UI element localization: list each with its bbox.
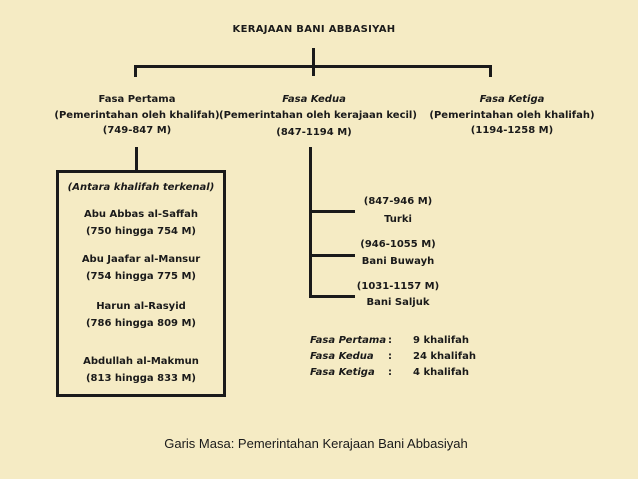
phase-bracket-left-drop: [134, 65, 137, 77]
dynasty-1-name: Turki: [384, 214, 412, 225]
phase-3-years: (1194-1258 M): [470, 125, 554, 136]
caliph-3-period: (786 hingga 809 M): [85, 318, 196, 329]
summary-1-sep: :: [388, 335, 392, 346]
phase-bracket-right-drop: [489, 65, 492, 77]
summary-1-count: 9 khalifah: [413, 335, 470, 346]
dynasty-2-years: (946-1055 M): [360, 239, 436, 250]
phase-2-timeline: [309, 147, 312, 297]
summary-1-phase: Fasa Pertama: [310, 335, 387, 346]
caliph-3-name: Harun al-Rasyid: [96, 301, 186, 312]
summary-2-count: 24 khalifah: [413, 351, 476, 362]
caliph-1-period: (750 hingga 754 M): [85, 226, 196, 237]
summary-2-sep: :: [388, 351, 392, 362]
summary-3-sep: :: [388, 367, 392, 378]
title-connector: [312, 48, 315, 76]
phase-bracket-horizontal: [134, 65, 492, 68]
summary-3-phase: Fasa Ketiga: [310, 367, 375, 378]
phase-2-desc: (Pemerintahan oleh kerajaan kecil): [219, 110, 417, 121]
phase-1-name: Fasa Pertama: [98, 94, 176, 105]
dynasty-2-branch: [309, 254, 355, 257]
dynasty-3-name: Bani Saljuk: [366, 297, 430, 308]
phase-1-years: (749-847 M): [102, 125, 172, 136]
dynasty-2-name: Bani Buwayh: [361, 256, 435, 267]
dynasty-1-years: (847-946 M): [363, 196, 433, 207]
dynasty-3-branch: [309, 295, 355, 298]
caliph-2-period: (754 hingga 775 M): [85, 271, 196, 282]
phase-1-connector: [135, 147, 138, 171]
phase-2-name: Fasa Kedua: [282, 94, 346, 105]
phase-2-years: (847-1194 M): [276, 127, 352, 138]
dynasty-3-years: (1031-1157 M): [356, 281, 440, 292]
figure-caption: Garis Masa: Pemerintahan Kerajaan Bani Abbasiyah: [164, 436, 468, 451]
caliph-4-period: (813 hingga 833 M): [85, 373, 196, 384]
diagram-title: KERAJAAN BANI ABBASIYAH: [232, 24, 396, 35]
phase-3-desc: (Pemerintahan oleh khalifah): [429, 110, 595, 121]
summary-3-count: 4 khalifah: [413, 367, 470, 378]
caliph-1-name: Abu Abbas al-Saffah: [84, 209, 198, 220]
phase-1-desc: (Pemerintahan oleh khalifah): [54, 110, 220, 121]
caliph-4-name: Abdullah al-Makmun: [83, 356, 199, 367]
summary-2-phase: Fasa Kedua: [310, 351, 374, 362]
phase-3-name: Fasa Ketiga: [479, 94, 545, 105]
dynasty-1-branch: [309, 210, 355, 213]
caliph-2-name: Abu Jaafar al-Mansur: [81, 254, 201, 265]
caliphs-box-heading: (Antara khalifah terkenal): [67, 182, 215, 193]
